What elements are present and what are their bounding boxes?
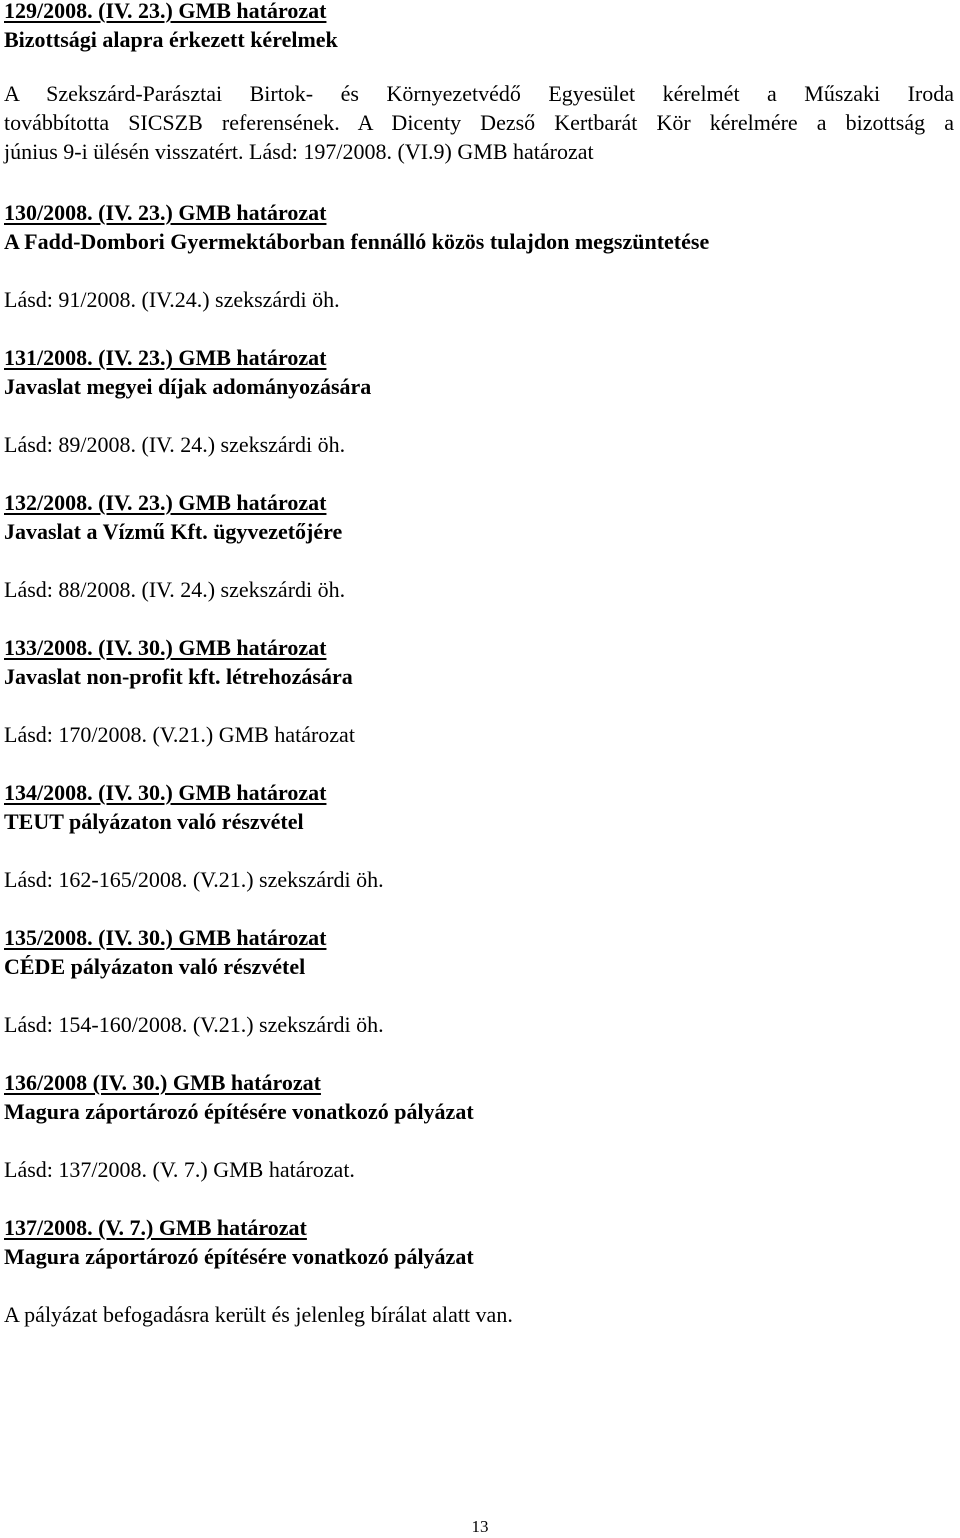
page-number: 13 — [471, 1517, 489, 1536]
resolution-title: Javaslat megyei díjak adományozására — [4, 374, 372, 399]
resolution-title: Javaslat non-profit kft. létrehozására — [4, 664, 353, 689]
resolution-body-line: A Szekszárd-Parásztai Birtok- és Környezetvédő Egyesület kérelmét a Műszaki Iroda — [4, 81, 954, 106]
resolution-body-line: továbbította SICSZB referensének. A Dicenty Dezső Kertbarát Kör kérelmére a bizottság a — [4, 110, 954, 135]
resolution-body-line: Lásd: 154-160/2008. (V.21.) szekszárdi öh. — [4, 1012, 384, 1037]
resolution-entry-133 — [4, 633, 954, 749]
resolution-entry-130 — [4, 198, 954, 314]
resolution-title: Magura záportározó építésére vonatkozó pályázat — [4, 1099, 474, 1124]
resolution-entry-132 — [4, 488, 954, 604]
resolution-number: 133/2008. (IV. 30.) GMB határozat — [4, 635, 327, 660]
resolution-body-line: Lásd: 88/2008. (IV. 24.) szekszárdi öh. — [4, 577, 346, 602]
resolution-number: 136/2008 (IV. 30.) GMB határozat — [4, 1070, 321, 1095]
resolution-title: A Fadd-Dombori Gyermektáborban fennálló közös tulajdon megszüntetése — [4, 229, 710, 254]
resolution-entry-131 — [4, 343, 954, 459]
resolution-number: 129/2008. (IV. 23.) GMB határozat — [4, 0, 327, 23]
resolution-number: 131/2008. (IV. 23.) GMB határozat — [4, 345, 327, 370]
resolution-body-line: Lásd: 89/2008. (IV. 24.) szekszárdi öh. — [4, 432, 346, 457]
resolution-body-line: Lásd: 162-165/2008. (V.21.) szekszárdi öh. — [4, 867, 384, 892]
resolution-body-line: Lásd: 170/2008. (V.21.) GMB határozat — [4, 722, 355, 747]
resolution-body-line: Lásd: 91/2008. (IV.24.) szekszárdi öh. — [4, 287, 340, 312]
resolution-number: 137/2008. (V. 7.) GMB határozat — [4, 1215, 307, 1240]
resolution-body-line: A pályázat befogadásra került és jelenleg bírálat alatt van. — [4, 1302, 513, 1327]
resolution-number: 132/2008. (IV. 23.) GMB határozat — [4, 490, 327, 515]
resolution-title: Magura záportározó építésére vonatkozó pályázat — [4, 1244, 474, 1269]
resolution-entry-129 — [4, 0, 954, 166]
resolution-entry-137 — [4, 1213, 954, 1329]
resolution-number: 134/2008. (IV. 30.) GMB határozat — [4, 780, 327, 805]
resolution-entry-135 — [4, 923, 954, 1039]
resolution-title: CÉDE pályázaton való részvétel — [4, 954, 306, 979]
resolution-title: Javaslat a Vízmű Kft. ügyvezetőjére — [4, 519, 343, 544]
resolution-title: TEUT pályázaton való részvétel — [4, 809, 304, 834]
resolution-body-line: Lásd: 137/2008. (V. 7.) GMB határozat. — [4, 1157, 355, 1182]
resolution-entry-134 — [4, 778, 954, 894]
resolution-number: 135/2008. (IV. 30.) GMB határozat — [4, 925, 327, 950]
resolution-entry-136 — [4, 1068, 954, 1184]
resolution-title: Bizottsági alapra érkezett kérelmek — [4, 27, 338, 52]
resolution-number: 130/2008. (IV. 23.) GMB határozat — [4, 200, 327, 225]
resolution-body-line: június 9-i ülésén visszatért. Lásd: 197/2008. (VI.9) GMB határozat — [4, 139, 594, 164]
